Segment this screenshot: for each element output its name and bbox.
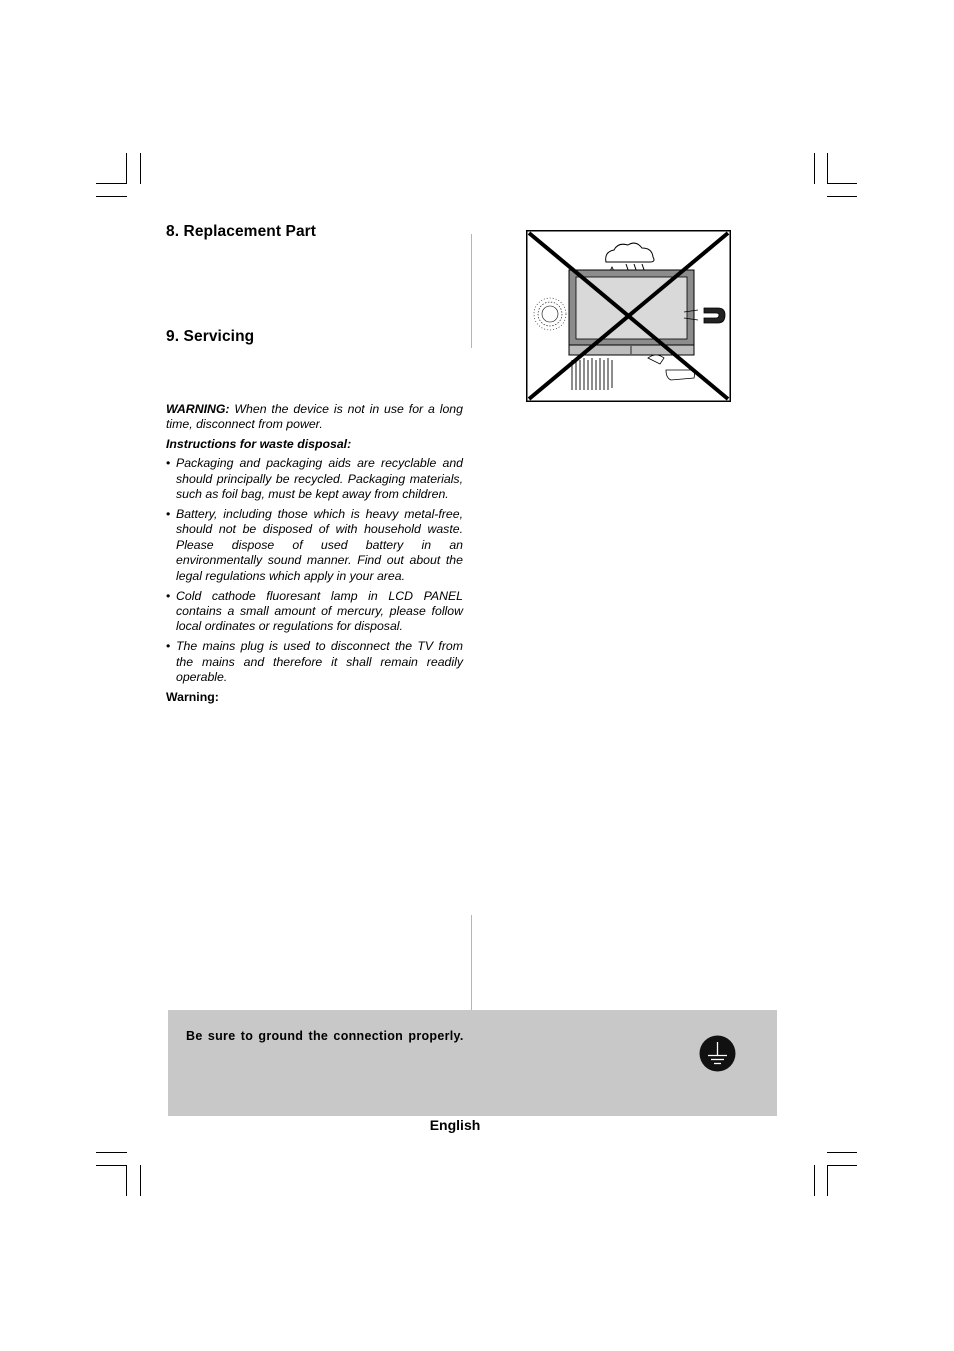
list-item-text: Battery, including those which is heavy metal-free, should not be disposed of with household waste. Please dispose of used battery in an environmentally sound manner. Find out about the legal regulations which apply in your area.	[176, 507, 463, 583]
warning-text: When the device is not in use for a long time, disconnect from power.	[166, 402, 463, 432]
list-item	[166, 589, 463, 635]
waste-disposal-heading: Instructions for waste disposal:	[166, 436, 352, 451]
bullet-icon: •	[166, 639, 171, 654]
bullet-icon: •	[166, 507, 171, 522]
footer-language: English	[429, 1117, 481, 1133]
column-divider	[471, 915, 472, 1010]
list-item-text: Packaging and packaging aids are recyclable and should principally be recycled. Packaging materials, such as foil bag, must be kept away from children.	[176, 456, 463, 502]
list-item	[166, 456, 463, 502]
bullet-icon: •	[166, 456, 171, 471]
tv-hazards-illustration-svg	[526, 230, 731, 402]
warning-subheading: Warning:	[166, 690, 219, 705]
list-item	[166, 639, 463, 685]
column-divider	[471, 234, 472, 348]
warning-label: WARNING:	[166, 402, 230, 416]
bullet-icon: •	[166, 588, 171, 603]
list-item-text: Cold cathode fluoresant lamp in LCD PANEL contains a small amount of mercury, please follow local ordinates or regulations for disposal.	[176, 588, 463, 634]
section-heading-replacement-part: 8. Replacement Part	[166, 223, 317, 240]
section-heading-servicing: 9. Servicing	[166, 328, 255, 345]
list-item-text: The mains plug is used to disconnect the TV from the mains and therefore it shall remain readily operable.	[176, 639, 463, 685]
ground-symbol-icon	[699, 1035, 736, 1072]
tv-hazards-illustration	[526, 230, 731, 402]
waste-disposal-text	[166, 402, 463, 706]
list-item	[166, 507, 463, 584]
warning-paragraph	[166, 402, 463, 433]
disposal-list	[166, 456, 463, 685]
ground-notice-box	[168, 1010, 777, 1116]
ground-notice-text: Be sure to ground the connection properly.	[186, 1029, 464, 1043]
